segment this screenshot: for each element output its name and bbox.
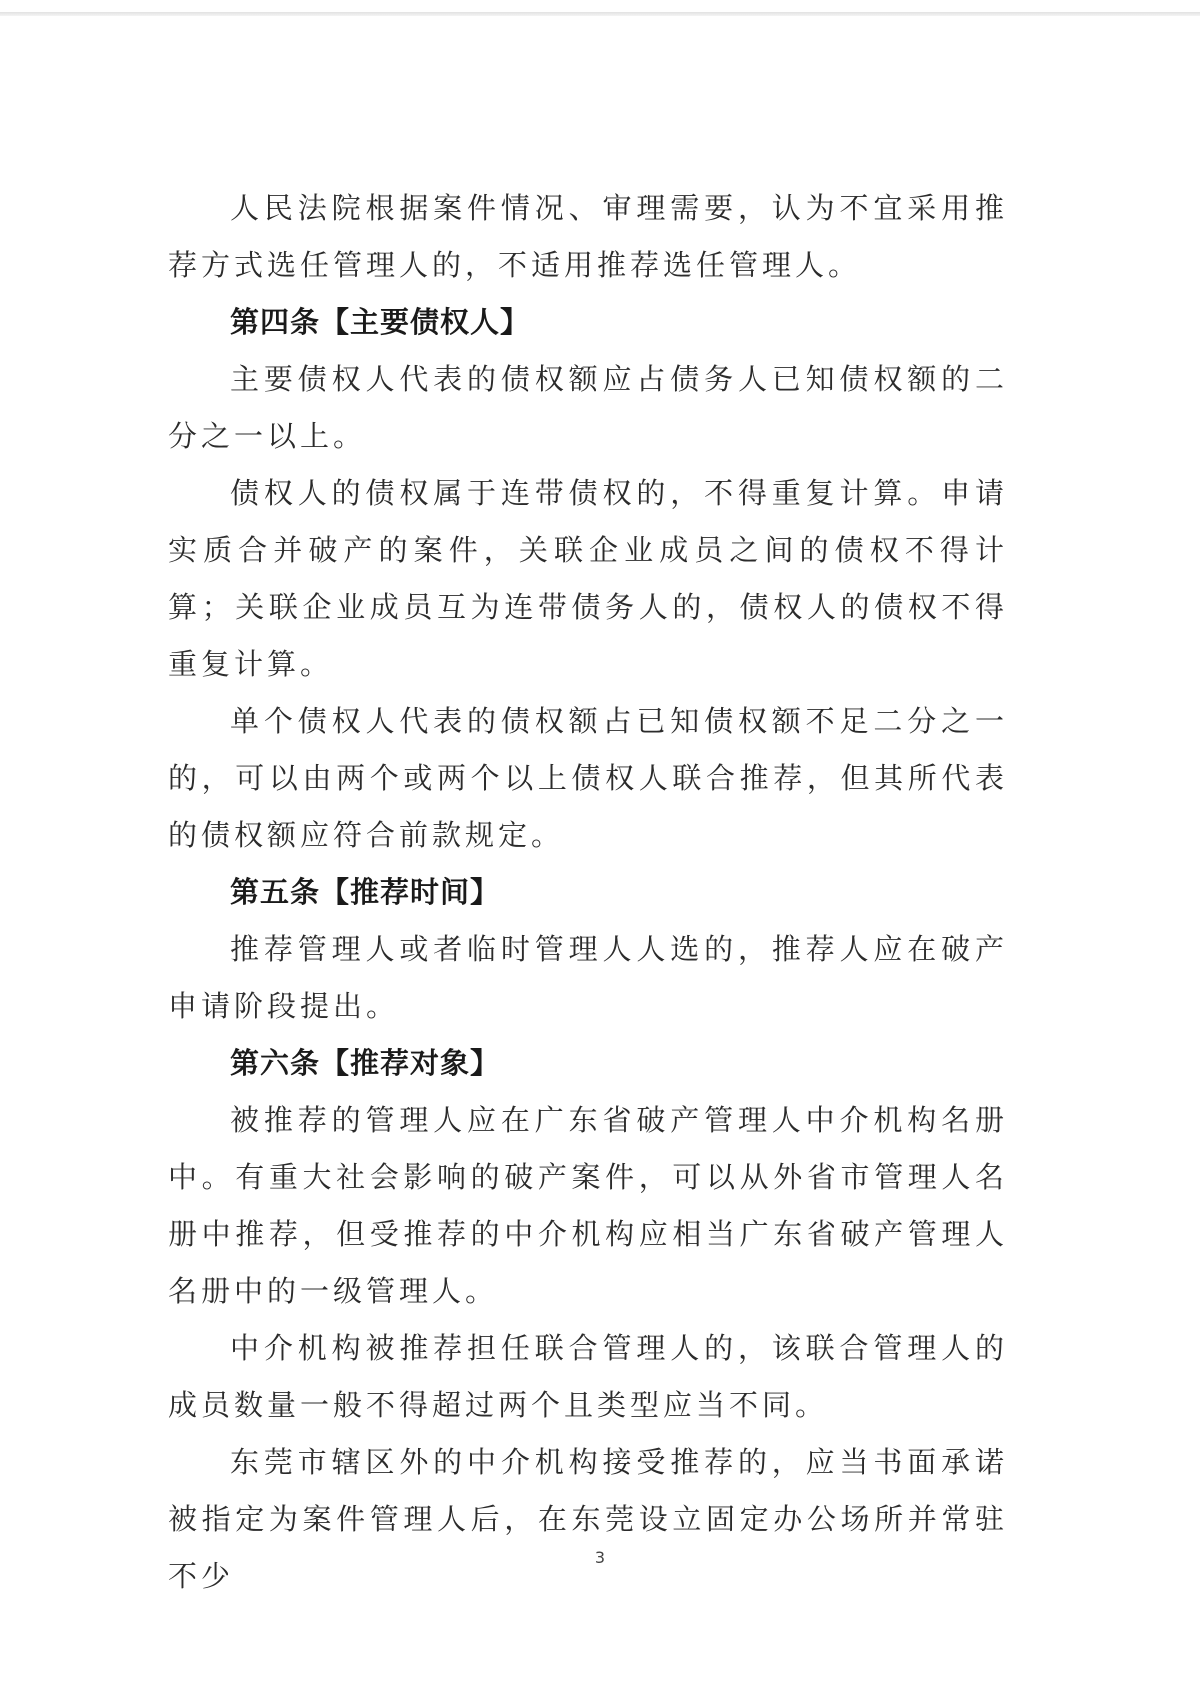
paragraph: 被推荐的管理人应在广东省破产管理人中介机构名册中。有重大社会影响的破产案件，可以从外省市管理人名册中推荐，但受推荐的中介机构应相当广东省破产管理人名册中的一级管理人。 [168, 1103, 1008, 1308]
paragraph: 单个债权人代表的债权额占已知债权额不足二分之一的，可以由两个或两个以上债权人联合推荐，但其所代表的债权额应符合前款规定。 [168, 704, 1008, 852]
paragraph: 东莞市辖区外的中介机构接受推荐的，应当书面承诺被指定为案件管理人后，在东莞设立固定办公场所并常驻不少 [168, 1445, 1008, 1593]
article-heading: 第四条【主要债权人】 [230, 305, 531, 339]
paragraph: 人民法院根据案件情况、审理需要，认为不宜采用推荐方式选任管理人的，不适用推荐选任管理人。 [168, 191, 1008, 282]
article-heading: 第五条【推荐时间】 [230, 875, 501, 909]
paragraph: 债权人的债权属于连带债权的，不得重复计算。申请实质合并破产的案件，关联企业成员之间的债权不得计算；关联企业成员互为连带债务人的，债权人的债权不得重复计算。 [168, 476, 1008, 681]
paragraph: 主要债权人代表的债权额应占债务人已知债权额的二分之一以上。 [168, 362, 1008, 453]
paragraph: 推荐管理人或者临时管理人人选的，推荐人应在破产申请阶段提出。 [168, 932, 1008, 1023]
scan-top-edge [0, 12, 1200, 16]
document-body [168, 180, 1008, 1605]
page-number: 3 [594, 1548, 606, 1567]
paragraph: 中介机构被推荐担任联合管理人的，该联合管理人的成员数量一般不得超过两个且类型应当不同。 [168, 1331, 1008, 1422]
article-heading: 第六条【推荐对象】 [230, 1046, 501, 1080]
